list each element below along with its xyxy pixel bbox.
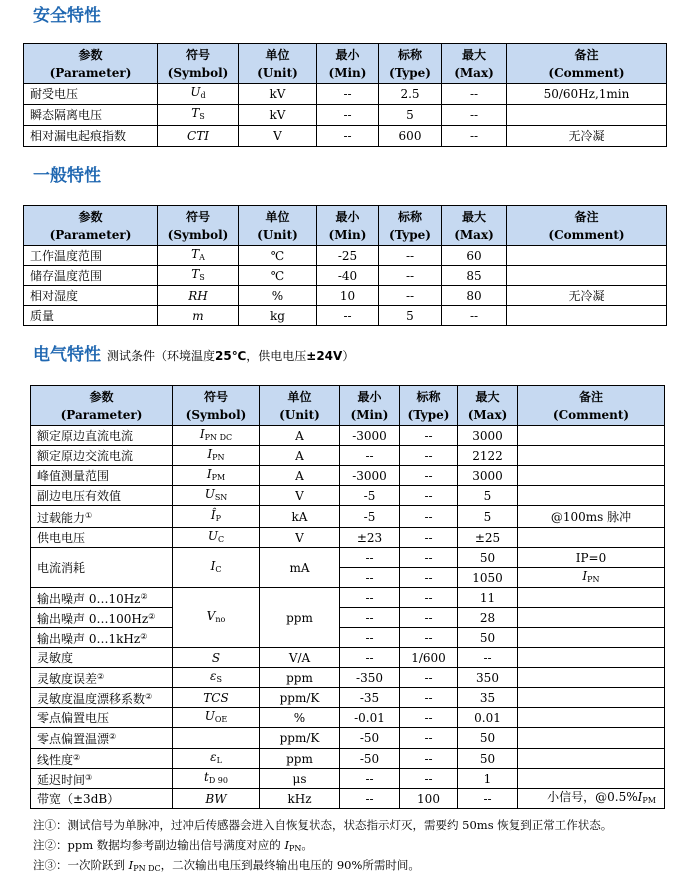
table-row: 额定原边交流电流 $I_{PN}$ A -- -- 2122 [31, 446, 665, 466]
section-title-general: 一般特性 [33, 166, 101, 186]
table-row: 带宽（±3dB） BW kHz -- 100 -- 小信号，$@0.5\%I_{PM}$ [31, 789, 665, 809]
table-row: 延迟时间③ $t_{D 90}$ μs -- -- 1 [31, 769, 665, 789]
table-row: 线性度② $\varepsilon_L$ ppm -50 -- 50 [31, 749, 665, 769]
header-comment: 备注 (Comment) [507, 44, 667, 84]
table-row: 质量 m kg -- 5 -- [24, 306, 667, 326]
footnote-2: 注②：ppm 数据均参考副边输出信号满度对应的 $I_{PN}$。 [33, 838, 313, 853]
header-min: 最小 (Min) [317, 44, 379, 84]
table-row: 瞬态隔离电压 $T_S$ kV -- 5 -- [24, 105, 667, 126]
table-row: 额定原边直流电流 $I_{PN DC}$ A -3000 -- 3000 [31, 426, 665, 446]
table-header-row [24, 44, 667, 84]
header-max: 最大 (Max) [442, 44, 507, 84]
footnote-3: 注③：一次阶跃到 $I_{PN DC}$，二次输出电压到最终输出电压的 90%所需时间。 [33, 858, 420, 873]
table-row: 相对漏电起痕指数 CTI V -- 600 -- 无冷凝 [24, 126, 667, 147]
table-row: 工作温度范围 $T_A$ ℃ -25 -- 60 [24, 246, 667, 266]
header-symbol: 符号 (Symbol) [158, 44, 239, 84]
table-row: 灵敏度误差② $\varepsilon_S$ ppm -350 -- 350 [31, 668, 665, 688]
general-table [23, 205, 667, 326]
footnotes [33, 815, 612, 875]
table-row: 相对湿度 RH % 10 -- 80 无冷凝 [24, 286, 667, 306]
table-header-row: 参数 (Parameter) 符号 (Symbol) 单位 (Unit) 最小 (Min) 标称 (Type) 最大 (Max) 备注 (Comment) [24, 206, 667, 246]
table-row: 副边电压有效值 $U_{SN}$ V -5 -- 5 [31, 486, 665, 506]
table-row: 输出噪声 0…10Hz② $V_{no}$ ppm -- -- 11 [31, 588, 665, 608]
safety-table [23, 43, 667, 147]
table-row: 灵敏度温度漂移系数② TCS ppm/K -35 -- 35 [31, 688, 665, 708]
section-title-safety: 安全特性 [33, 6, 101, 26]
electrical-table [30, 385, 665, 809]
table-row: 峰值测量范围 $I_{PM}$ A -3000 -- 3000 [31, 466, 665, 486]
table-row: -- -- 1050 $I_{PN}$ [31, 568, 665, 588]
section-title-electrical: 电气特性 测试条件（环境温度25℃，供电电压±24V） [33, 345, 355, 365]
table-row: 灵敏度 S V/A -- 1/600 -- [31, 648, 665, 668]
header-typ: 标称 (Type) [379, 44, 442, 84]
table-row: 供电电压 $U_C$ V ±23 -- ±25 [31, 528, 665, 548]
table-row: 输出噪声 0…1kHz② -- -- 50 [31, 628, 665, 648]
table-row: 电流消耗 $I_C$ mA -- -- 50 IP=0 [31, 548, 665, 568]
table-row: 储存温度范围 $T_S$ ℃ -40 -- 85 [24, 266, 667, 286]
table-row: 输出噪声 0…100Hz② -- -- 28 [31, 608, 665, 628]
header-parameter: 参数 (Parameter) [24, 44, 158, 84]
footnote-1: 注①：测试信号为单脉冲，过冲后传感器会进入自恢复状态，状态指示灯灭，需要约 50ms 恢复到正常工作状态。 [33, 818, 613, 832]
table-row: 过载能力① $Î_P$ kA -5 -- 5 @100ms 脉冲 [31, 506, 665, 528]
table-row: 零点偏置电压 $U_{OE}$ % -0.01 -- 0.01 [31, 708, 665, 728]
table-row: 零点偏置温漂② ppm/K -50 -- 50 [31, 728, 665, 749]
header-unit: 单位 (Unit) [239, 44, 317, 84]
table-header-row: 参数 (Parameter) 符号 (Symbol) 单位 (Unit) 最小 (Min) 标称 (Type) 最大 (Max) 备注 (Comment) [31, 386, 665, 426]
table-row: 耐受电压 $U_d$ kV -- 2.5 -- 50/60Hz,1min [24, 84, 667, 105]
test-condition: 测试条件（环境温度25℃，供电电压±24V） [107, 349, 355, 363]
